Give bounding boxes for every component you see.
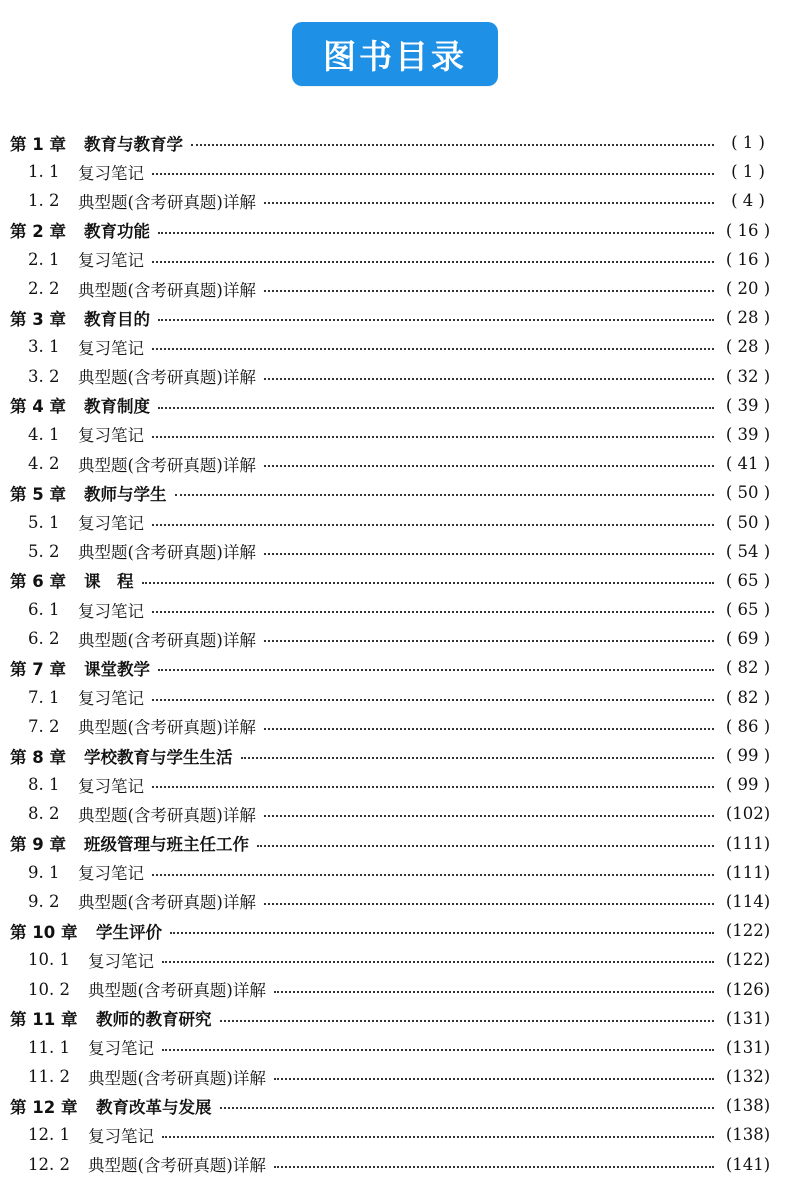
page-number: ( 50 ): [725, 512, 771, 532]
toc-chapter-row[interactable]: [0, 1091, 790, 1120]
page-number: (111): [725, 862, 771, 882]
toc-section-row[interactable]: [0, 362, 790, 391]
dot-leader: [152, 172, 714, 175]
page-title: 图书目录: [292, 22, 498, 86]
section-number: 8. 1: [28, 775, 60, 795]
section-number: 4. 1: [28, 424, 60, 444]
dot-leader: [191, 143, 714, 146]
section-title: 复习笔记: [88, 951, 154, 971]
chapter-number: 第 11 章: [10, 1010, 78, 1030]
toc-chapter-row[interactable]: [0, 478, 790, 507]
page-number: ( 99 ): [725, 746, 771, 766]
dot-leader: [220, 1019, 715, 1022]
page-number: ( 20 ): [725, 279, 771, 299]
section-title: 复习笔记: [78, 163, 144, 183]
dot-leader: [264, 377, 714, 380]
page-number: (141): [725, 1154, 771, 1174]
toc-section-row[interactable]: [0, 1062, 790, 1091]
section-title: 典型题(含考研真题)详解: [78, 805, 256, 825]
section-title: 典型题(含考研真题)详解: [78, 280, 256, 300]
page-number: ( 32 ): [725, 366, 771, 386]
section-title: 复习笔记: [78, 776, 144, 796]
toc-chapter-row[interactable]: [0, 566, 790, 595]
section-title: 典型题(含考研真题)详解: [88, 1068, 266, 1088]
chapter-title: 班级管理与班主任工作: [84, 835, 249, 855]
chapter-title: 教师的教育研究: [96, 1010, 212, 1030]
section-title: 复习笔记: [78, 689, 144, 709]
dot-leader: [158, 318, 714, 321]
chapter-number: 第 4 章: [10, 397, 66, 417]
toc-section-row[interactable]: [0, 186, 790, 215]
section-number: 6. 2: [28, 629, 60, 649]
section-number: 1. 1: [28, 162, 60, 182]
toc-section-row[interactable]: [0, 507, 790, 536]
toc-section-row[interactable]: [0, 157, 790, 186]
dot-leader: [264, 814, 714, 817]
dot-leader: [152, 610, 714, 613]
dot-leader: [241, 756, 715, 759]
dot-leader: [152, 435, 714, 438]
section-title: 复习笔记: [78, 514, 144, 534]
page-number: ( 16 ): [725, 249, 771, 269]
section-title: 典型题(含考研真题)详解: [88, 981, 266, 1001]
section-number: 12. 1: [28, 1125, 70, 1145]
page-number: ( 82 ): [725, 687, 771, 707]
dot-leader: [162, 1135, 714, 1138]
toc-chapter-row[interactable]: [0, 1004, 790, 1033]
dot-leader: [162, 1048, 714, 1051]
page-number: ( 1 ): [731, 162, 765, 182]
section-number: 12. 2: [28, 1154, 70, 1174]
chapter-number: 第 6 章: [10, 572, 66, 592]
toc-section-row[interactable]: [0, 770, 790, 799]
toc-section-row[interactable]: [0, 1033, 790, 1062]
page-number: ( 65 ): [725, 570, 771, 590]
chapter-number: 第 8 章: [10, 747, 66, 767]
dot-leader: [264, 289, 714, 292]
page-number: (132): [725, 1067, 771, 1087]
toc-section-row[interactable]: [0, 858, 790, 887]
section-number: 9. 2: [28, 891, 60, 911]
dot-leader: [175, 493, 715, 496]
page-number: ( 16 ): [725, 220, 771, 240]
section-title: 典型题(含考研真题)详解: [78, 718, 256, 738]
toc-chapter-row[interactable]: [0, 391, 790, 420]
toc-section-row[interactable]: [0, 1150, 790, 1179]
page-number: ( 1 ): [731, 133, 765, 153]
section-number: 10. 1: [28, 950, 70, 970]
page-number: ( 28 ): [725, 337, 771, 357]
section-number: 3. 1: [28, 337, 60, 357]
section-title: 典型题(含考研真题)详解: [78, 893, 256, 913]
dot-leader: [158, 668, 714, 671]
section-title: 复习笔记: [88, 1039, 154, 1059]
toc-chapter-row[interactable]: [0, 916, 790, 945]
chapter-title: 教育改革与发展: [96, 1097, 212, 1117]
toc-section-row[interactable]: [0, 887, 790, 916]
dot-leader: [152, 347, 714, 350]
dot-leader: [264, 464, 714, 467]
dot-leader: [170, 931, 714, 934]
section-title: 典型题(含考研真题)详解: [88, 1156, 266, 1176]
section-number: 5. 1: [28, 512, 60, 532]
page-number: ( 82 ): [725, 658, 771, 678]
chapter-number: 第 9 章: [10, 835, 66, 855]
toc-section-row[interactable]: [0, 683, 790, 712]
page-number: ( 4 ): [731, 191, 765, 211]
dot-leader: [152, 260, 714, 263]
toc-section-row[interactable]: [0, 420, 790, 449]
dot-leader: [274, 990, 714, 993]
page-number: (138): [725, 1096, 771, 1116]
section-title: 典型题(含考研真题)详解: [78, 192, 256, 212]
section-title: 复习笔记: [78, 864, 144, 884]
chapter-title: 教育目的: [84, 309, 150, 329]
dot-leader: [274, 1165, 714, 1168]
dot-leader: [264, 727, 714, 730]
dot-leader: [158, 231, 714, 234]
section-number: 3. 2: [28, 366, 60, 386]
toc-section-row[interactable]: [0, 332, 790, 361]
section-number: 4. 2: [28, 454, 60, 474]
section-number: 5. 2: [28, 541, 60, 561]
toc-chapter-row[interactable]: [0, 303, 790, 332]
page-number: ( 69 ): [725, 629, 771, 649]
page-number: ( 41 ): [725, 454, 771, 474]
chapter-number: 第 7 章: [10, 659, 66, 679]
toc-section-row[interactable]: [0, 449, 790, 478]
section-number: 2. 1: [28, 249, 60, 269]
page-number: (126): [725, 979, 771, 999]
section-number: 9. 1: [28, 862, 60, 882]
page-number: ( 99 ): [725, 775, 771, 795]
dot-leader: [264, 639, 714, 642]
dot-leader: [264, 902, 714, 905]
dot-leader: [274, 1077, 714, 1080]
dot-leader: [142, 581, 715, 584]
toc-section-row[interactable]: [0, 537, 790, 566]
page-number: ( 65 ): [725, 600, 771, 620]
section-number: 11. 2: [28, 1067, 70, 1087]
dot-leader: [264, 201, 714, 204]
chapter-number: 第 2 章: [10, 222, 66, 242]
toc-chapter-row[interactable]: [0, 653, 790, 682]
dot-leader: [152, 698, 714, 701]
chapter-number: 第 10 章: [10, 922, 78, 942]
dot-leader: [158, 406, 714, 409]
chapter-title: 学生评价: [96, 922, 162, 942]
section-number: 7. 2: [28, 716, 60, 736]
chapter-number: 第 3 章: [10, 309, 66, 329]
page-number: (122): [725, 950, 771, 970]
toc-section-row[interactable]: [0, 799, 790, 828]
chapter-title: 课 程: [84, 572, 134, 592]
header: [0, 22, 790, 86]
page-number: ( 54 ): [725, 541, 771, 561]
toc-section-row[interactable]: [0, 1120, 790, 1149]
toc-chapter-row[interactable]: [0, 829, 790, 858]
section-number: 8. 2: [28, 804, 60, 824]
chapter-title: 教师与学生: [84, 484, 167, 504]
toc-section-row[interactable]: [0, 945, 790, 974]
section-title: 复习笔记: [78, 251, 144, 271]
dot-leader: [152, 785, 714, 788]
section-number: 1. 2: [28, 191, 60, 211]
section-title: 复习笔记: [88, 1126, 154, 1146]
toc-section-row[interactable]: [0, 974, 790, 1003]
chapter-title: 教育制度: [84, 397, 150, 417]
section-title: 复习笔记: [78, 338, 144, 358]
dot-leader: [162, 960, 714, 963]
page-number: ( 50 ): [725, 483, 771, 503]
chapter-title: 教育与教育学: [84, 134, 183, 154]
toc-section-row[interactable]: [0, 624, 790, 653]
chapter-title: 学校教育与学生生活: [84, 747, 233, 767]
chapter-number: 第 1 章: [10, 134, 66, 154]
page-number: (122): [725, 921, 771, 941]
table-of-contents: [0, 128, 790, 1179]
page-number: (114): [725, 891, 771, 911]
chapter-title: 课堂教学: [84, 659, 150, 679]
dot-leader: [220, 1106, 715, 1109]
toc-chapter-row[interactable]: [0, 741, 790, 770]
dot-leader: [264, 552, 714, 555]
page-number: ( 39 ): [725, 424, 771, 444]
chapter-title: 教育功能: [84, 222, 150, 242]
section-number: 7. 1: [28, 687, 60, 707]
section-title: 复习笔记: [78, 426, 144, 446]
section-title: 典型题(含考研真题)详解: [78, 455, 256, 475]
section-title: 典型题(含考研真题)详解: [78, 368, 256, 388]
toc-section-row[interactable]: [0, 245, 790, 274]
section-number: 6. 1: [28, 600, 60, 620]
dot-leader: [257, 844, 714, 847]
toc-section-row[interactable]: [0, 595, 790, 624]
section-title: 典型题(含考研真题)详解: [78, 630, 256, 650]
chapter-number: 第 5 章: [10, 484, 66, 504]
toc-chapter-row[interactable]: [0, 128, 790, 157]
page-number: (102): [725, 804, 771, 824]
section-number: 11. 1: [28, 1037, 70, 1057]
page-number: (111): [725, 833, 771, 853]
section-title: 典型题(含考研真题)详解: [78, 543, 256, 563]
dot-leader: [152, 873, 714, 876]
toc-section-row[interactable]: [0, 274, 790, 303]
page-number: (138): [725, 1125, 771, 1145]
page-number: (131): [725, 1037, 771, 1057]
dot-leader: [152, 523, 714, 526]
toc-section-row[interactable]: [0, 712, 790, 741]
section-number: 10. 2: [28, 979, 70, 999]
section-title: 复习笔记: [78, 601, 144, 621]
page-number: ( 39 ): [725, 395, 771, 415]
page-number: (131): [725, 1008, 771, 1028]
chapter-number: 第 12 章: [10, 1097, 78, 1117]
section-number: 2. 2: [28, 279, 60, 299]
toc-chapter-row[interactable]: [0, 216, 790, 245]
page-number: ( 28 ): [725, 308, 771, 328]
page-number: ( 86 ): [725, 716, 771, 736]
